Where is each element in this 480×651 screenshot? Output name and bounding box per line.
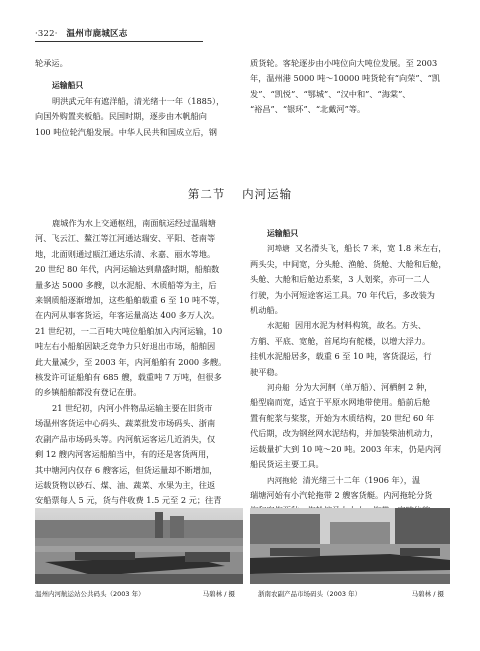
photo-caption-left	[35, 589, 243, 598]
subhead-transport-ships: 运输船只	[52, 81, 84, 91]
text-line: 头舱、大舱和后舱边系桨，3 人划桨，亦可一二人	[250, 274, 430, 285]
section-number: 第二节	[187, 187, 226, 201]
text-line: 运载量扩大到 10 吨～20 吨。2003 年末，仍是内河	[250, 443, 442, 454]
top-right-text	[250, 56, 450, 118]
section-heading	[0, 186, 480, 202]
text-line: 的乡镇船舶都没有登记在册。	[35, 387, 142, 398]
text-line: 农副产品市场码头等。内河航运客运几近消失，仅	[35, 433, 216, 444]
text-line: 发”、“凯悦”、“鄂城”、“汉中和”、“海棠”、	[250, 88, 411, 99]
term-label: 水泥船	[267, 321, 290, 331]
text-line: 代后期，改为钢丝网水泥结构，并加装柴油机动力，	[250, 428, 439, 439]
text-line: 轮承运。	[35, 58, 68, 68]
text-line: 明洪武元年有遮洋船，清光绪十一年（1885），	[52, 95, 225, 106]
text-line: 地，北面则通过瓯江通达乐清、永嘉、丽水等地。	[35, 248, 216, 259]
photo-market-wharf	[250, 508, 450, 584]
top-left-text	[35, 56, 243, 140]
caption-text: 温州内河航运站公共码头（2003 年）	[35, 590, 145, 598]
photo-credit: 马碧林 / 摄	[411, 590, 444, 598]
book-title: 温州市鹿城区志	[66, 29, 128, 39]
text-line: 水泥船 因用水泥为材料构筑，故名。方头、	[267, 320, 427, 331]
text-line: 场温州客货运中心码头、蔬菜批发市场码头、浙南	[35, 418, 216, 429]
text-line: 两头尖，中间宽，分头舱、渔舱、货舱、大舱和后舱，	[250, 258, 447, 269]
subhead-transport-ships: 运输船只	[267, 229, 299, 238]
text-line: 年，温州港 5000 吨～10000 吨货轮有“向荣”、“凯	[250, 73, 441, 84]
left-body-text	[35, 216, 243, 509]
text-line: 河、飞云江、鳌江等江河通达瑞安、平阳、苍南等	[35, 233, 216, 244]
text-line: 剩 12 艘内河客运船舶当中，有的还是客货两用，	[35, 449, 215, 460]
text-line: 船民货运主要工具。	[250, 459, 324, 470]
photo-canal-wharf	[35, 508, 243, 584]
page-number: ·322·	[35, 29, 58, 39]
text-line: 20 世纪 80 年代，内河运输达到鼎盛时期，船舶数	[35, 264, 220, 275]
text-line: 来钢质船逐渐增加，这些船舶载重 6 至 10 吨不等，	[35, 295, 225, 306]
text-line: 吨左右小船舶因缺乏竞争力只好退出市场，船舶因	[35, 341, 216, 352]
term-label: 内河拖轮	[267, 475, 298, 485]
section-title: 内河运输	[242, 187, 293, 201]
text-line: 运载货物以砂石、煤、油、蔬菜、水果为主，往返	[35, 479, 216, 490]
text-line: 量多达 5000 多艘，以水泥船、木质船等为主，后	[35, 279, 217, 290]
text-line: 行驶，为小河短途客运工具。70 年代后，多改装为	[250, 289, 435, 300]
text-line: 质货轮。客轮逐步由小吨位向大吨位发展。至 2003	[250, 58, 438, 68]
text-line: 置有舵浆与桨浆，开始为木质结构，20 世纪 60 年	[250, 412, 435, 423]
text-line: 河舟船 分为大河舸（单万船）、河栖舸 2 种，	[267, 382, 433, 393]
text-line: 挂机水泥船居多，载重 6 至 10 吨，客货混运，行	[250, 351, 432, 362]
right-body-text	[250, 226, 450, 534]
caption-text: 浙南农副产品市场码头（2003 年）	[258, 590, 362, 598]
text-line: 21 世纪初，内河小件物品运输主要在旧货市	[52, 402, 213, 413]
text-line: 内河拖轮 清光绪三十二年（1906 年），温	[267, 474, 421, 485]
text-line: “裕昌”、“银环”、“北戴河”等。	[250, 104, 366, 115]
photo-caption-right	[250, 589, 450, 598]
text-line: 瑞塘河始有小汽轮拖带 2 艘客货艇。内河拖轮分货	[250, 489, 433, 500]
photo-canal-wharf-image	[35, 508, 243, 584]
text-line: 安船票每人 5 元，货与件收费 1.5 元至 2 元；往青	[35, 495, 222, 506]
term-label: 河舟船	[267, 383, 290, 393]
text-line: 100 吨位轮汽船发展。中华人民共和国成立后，钢	[35, 126, 217, 137]
text-line: 驶平稳。	[250, 366, 283, 377]
text-line: 船型扁而宽，适宜于平原水网地带使用。船前后舱	[250, 397, 431, 408]
text-line: 21 世纪初，一二百吨大吨位船舶加入内河运输，10	[35, 325, 223, 336]
text-line: 河埠塘 又名滑头飞，船长 7 米，宽 1.8 米左右，	[267, 243, 447, 254]
text-line: 在内河从事客货运，年客运量高达 400 多万人次。	[35, 310, 220, 321]
photo-market-wharf-image	[250, 508, 450, 584]
text-line: 此大量减少，至 2003 年，内河船舶有 2000 多艘。	[35, 356, 227, 367]
photo-credit: 马碧林 / 摄	[202, 590, 235, 598]
term-label: 河埠塘	[267, 244, 290, 254]
text-line: 其中塘河内仅存 6 艘客运，但货运量却不断增加，	[35, 464, 218, 475]
text-line: 向国外购置夹板船。民国时期，逐步由木帆船向	[35, 111, 207, 122]
running-header	[35, 27, 127, 39]
text-line: 鹿城作为水上交通枢纽，南面航运经过温瑞塘	[52, 218, 216, 228]
header-rule	[35, 41, 203, 42]
text-line: 机动船。	[250, 305, 283, 316]
text-line: 方艄、平底、宽舱，首尾均有舵楼，以增大浮力。	[250, 335, 431, 346]
text-line: 核发许可证船舶有 685 艘，载重吨 7 万吨，但很多	[35, 372, 222, 383]
